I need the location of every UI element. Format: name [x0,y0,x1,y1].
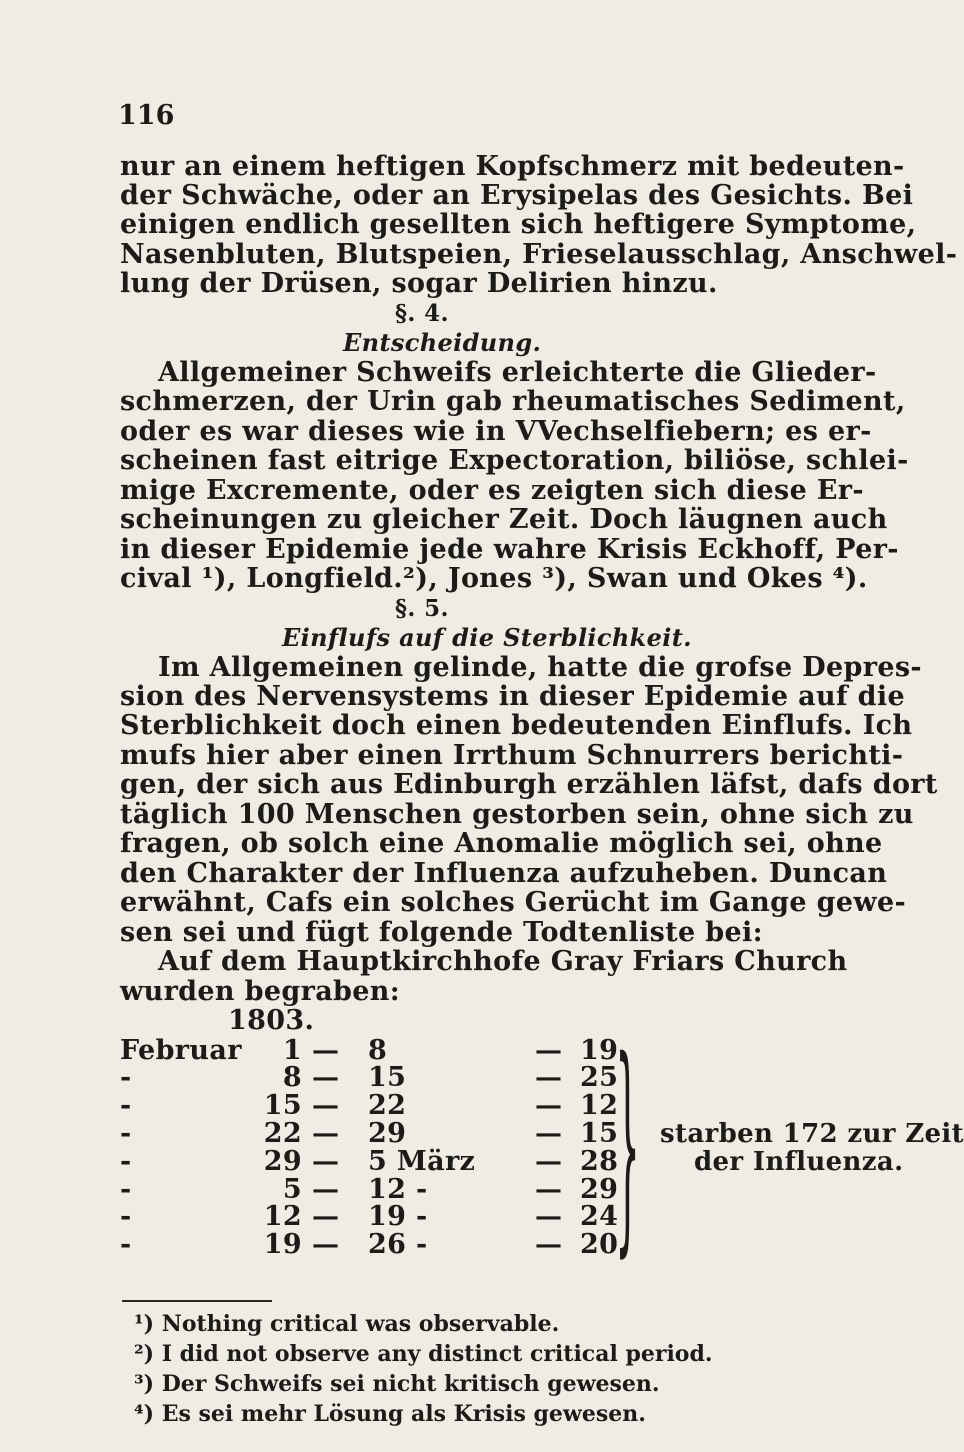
table-dash: — [312,1118,340,1149]
table-count-dash: — [535,1090,563,1121]
table-count-dash: — [535,1174,563,1205]
table-count: 25 [580,1062,619,1093]
footnote: ¹) Nothing critical was observable. [134,1311,560,1337]
text-line: Im Allgemeinen gelinde, hatte die grofse Depres- [158,652,922,683]
table-dash: — [312,1201,340,1232]
section-number: §. 4. [395,300,449,327]
text-line: Allgemeiner Schweifs erleichterte die Glieder- [158,357,877,388]
text-line: einigen endlich gesellten sich heftigere Symptome, [120,209,917,240]
text-line: mige Excremente, oder es zeigten sich diese Er- [120,475,864,506]
page-number: 116 [118,100,175,131]
text-line: den Charakter der Influenza aufzuheben. Duncan [120,858,888,889]
footnote: ²) I did not observe any distinct critical period. [134,1341,713,1367]
table-from: 15 [263,1090,302,1121]
table-from: 5 [282,1174,302,1205]
text-line: Nasenbluten, Blutspeien, Frieselausschlag, Anschwel- [120,239,958,270]
footnote-separator [122,1300,272,1302]
table-count: 28 [580,1146,619,1177]
table-to: 15 [368,1062,407,1093]
section-title: Einflufs auf die Sterblichkeit. [282,623,692,652]
table-to: 19 - [368,1201,428,1232]
table-count: 20 [580,1229,619,1260]
table-to: 29 [368,1118,407,1149]
table-count-dash: — [535,1146,563,1177]
text-line: der Schwäche, oder an Erysipelas des Gesichts. Bei [120,180,914,211]
table-dash: — [312,1090,340,1121]
table-dash: — [312,1146,340,1177]
table-month: - [120,1090,132,1121]
table-count: 24 [580,1201,619,1232]
footnote: ⁴) Es sei mehr Lösung als Krisis gewesen. [134,1401,646,1427]
text-line: schmerzen, der Urin gab rheumatisches Sediment, [120,386,906,417]
text-line: wurden begraben: [120,976,401,1007]
text-line: sen sei und fügt folgende Todtenliste bei: [120,917,763,948]
text-line: nur an einem heftigen Kopfschmerz mit bedeuten- [120,151,905,182]
table-from: 1 [282,1035,302,1066]
table-year: 1803. [228,1005,315,1036]
text-line: täglich 100 Menschen gestorben sein, ohne sich zu [120,799,914,830]
table-count-dash: — [535,1229,563,1260]
text-line: scheinungen zu gleicher Zeit. Doch läugnen auch [120,504,888,535]
text-line: Sterblichkeit doch einen bedeutenden Einflufs. Ich [120,710,913,741]
table-count: 15 [580,1118,619,1149]
text-line: oder es war dieses wie in VVechselfiebern; es er- [120,416,872,447]
text-line: fragen, ob solch eine Anomalie möglich sei, ohne [120,828,883,859]
footnote: ³) Der Schweifs sei nicht kritisch gewesen. [134,1371,660,1397]
section-number: §. 5. [395,595,449,622]
table-count-dash: — [535,1118,563,1149]
text-line: Auf dem Hauptkirchhofe Gray Friars Church [158,946,848,977]
table-dash: — [312,1035,340,1066]
table-from: 22 [263,1118,302,1149]
table-to: 26 - [368,1229,428,1260]
right-brace: { [615,1010,640,1277]
text-line: erwähnt, Cafs ein solches Gerücht im Gange gewe- [120,887,907,918]
text-line: lung der Drüsen, sogar Delirien hinzu. [120,268,718,299]
table-count-dash: — [535,1201,563,1232]
table-note: starben 172 zur Zeit [660,1119,964,1149]
table-from: 29 [263,1146,302,1177]
table-to: 8 [368,1035,388,1066]
table-month: - [120,1062,132,1093]
table-from: 12 [263,1201,302,1232]
table-dash: — [312,1229,340,1260]
table-month: - [120,1174,132,1205]
table-count-dash: — [535,1035,563,1066]
section-title: Entscheidung. [343,328,542,357]
table-count: 29 [580,1174,619,1205]
table-month: - [120,1229,132,1260]
table-dash: — [312,1062,340,1093]
table-month: - [120,1201,132,1232]
text-line: mufs hier aber einen Irrthum Schnurrers berichti- [120,740,904,771]
table-month: Februar [120,1035,242,1066]
table-month: - [120,1118,132,1149]
table-month: - [120,1146,132,1177]
text-line: cival ¹), Longfield.²), Jones ³), Swan und Okes ⁴). [120,563,868,594]
text-line: scheinen fast eitrige Expectoration, biliöse, schlei- [120,445,909,476]
table-note: der Influenza. [694,1147,904,1177]
table-from: 8 [282,1062,302,1093]
table-count: 12 [580,1090,619,1121]
text-line: in dieser Epidemie jede wahre Krisis Eckhoff, Per- [120,534,899,565]
table-from: 19 [263,1229,302,1260]
table-count-dash: — [535,1062,563,1093]
text-line: gen, der sich aus Edinburgh erzählen läfst, dafs dort [120,769,938,800]
table-to: 5 März [368,1146,476,1177]
table-count: 19 [580,1035,619,1066]
text-line: sion des Nervensystems in dieser Epidemie auf die [120,681,906,712]
table-to: 12 - [368,1174,428,1205]
table-dash: — [312,1174,340,1205]
table-to: 22 [368,1090,407,1121]
